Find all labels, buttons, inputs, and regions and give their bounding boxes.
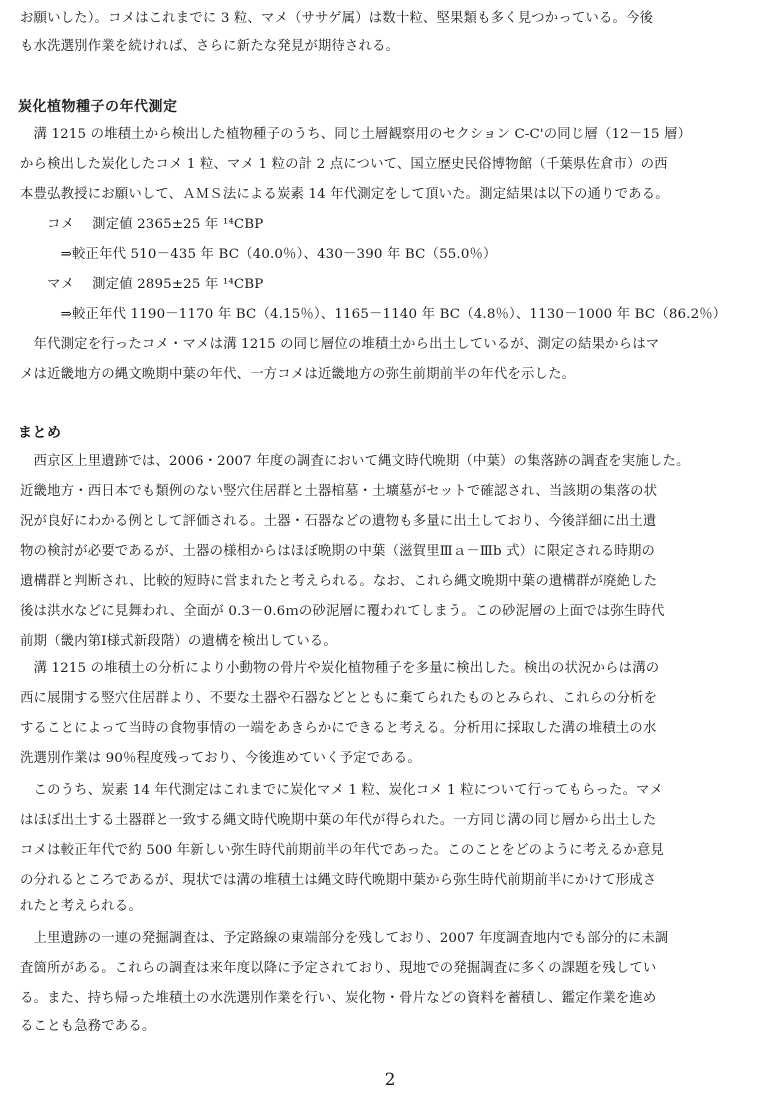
paragraph-line: コメは較正年代で約 500 年新しい弥生時代前期前半の年代であった。このことをどのように考えるか意見 xyxy=(20,843,665,858)
page-number: 2 xyxy=(384,1070,396,1090)
paragraph-line: することによって当時の食物事情の一端をあきらかにできると考える。分析用に採取した溝の堆積土の水 xyxy=(20,721,657,736)
paragraph-line: 西京区上里遺跡では、2006・2007 年度の調査において縄文時代晩期（中葉）の集落跡の調査を実施した。 xyxy=(20,454,690,469)
paragraph-line: 西に展開する竪穴住居群より、不要な土器や石器などとともに棄てられたものとみられ、これらの分析を xyxy=(20,691,658,706)
paragraph-line: 遺構群と判断され、比較的短時に営まれたと考えられる。なお、これら縄文晩期中葉の遺構群が廃絶した xyxy=(20,574,658,589)
paragraph-line: 前期（畿内第Ⅰ様式新段階）の遺構を検出している。 xyxy=(20,634,337,649)
section-heading-summary: まとめ xyxy=(18,425,62,441)
paragraph-line: の分れるところであるが、現状では溝の堆積土は縄文時代晩期中葉から弥生時代前期前半にかけて形成さ xyxy=(20,873,657,888)
paragraph-line: はほぼ出土する土器群と一致する縄文時代晩期中葉の年代が得られた。一方同じ溝の同じ層から出土した xyxy=(20,813,657,828)
result-line-rice: コメ 測定値 2365±25 年 ¹⁴CBP xyxy=(20,217,264,232)
paragraph-line: メは近畿地方の縄文晩期中葉の年代、一方コメは近畿地方の弥生前期前半の年代を示した。 xyxy=(20,367,576,382)
intro-line: お願いした）。コメはこれまでに 3 粒、マメ（ササゲ属）は数十粒、堅果類も多く見つかっている。今後 xyxy=(20,11,654,26)
section-heading-dating: 炭化植物種子の年代測定 xyxy=(18,99,178,115)
paragraph-line: ることも急務である。 xyxy=(20,1019,156,1034)
paragraph-line: このうち、炭素 14 年代測定はこれまでに炭化マメ 1 粒、炭化コメ 1 粒について行ってもらった。マメ xyxy=(20,783,664,798)
paragraph-line: 溝 1215 の堆積土から検出した植物種子のうち、同じ土層観察用のセクション C-C'の同じ層（12－15 層） xyxy=(20,127,692,142)
paragraph-line: 況が良好にわかる例として評価される。土器・石器などの遺物も多量に出土しており、今後詳細に出土遺 xyxy=(20,514,657,529)
paragraph-line: 近畿地方・西日本でも類例のない竪穴住居群と土器棺墓・土壙墓がセットで確認され、当該期の集落の状 xyxy=(20,484,658,499)
paragraph-line: れたと考えられる。 xyxy=(20,899,142,914)
paragraph-line: 年代測定を行ったコメ・マメは溝 1215 の同じ層位の堆積土から出土しているが、測定の結果からはマ xyxy=(20,337,660,352)
paragraph-line: 本豊弘教授にお願いして、ＡＭＳ法による炭素 14 年代測定をして頂いた。測定結果は以下の通りである。 xyxy=(20,187,669,202)
paragraph-line: る。また、持ち帰った堆積土の水洗選別作業を行い、炭化物・骨片などの資料を蓄積し、鑑定作業を進め xyxy=(20,991,657,1006)
paragraph-line: 物の検討が必要であるが、土器の様相からはほぼ晩期の中葉（滋賀里Ⅲａ－Ⅲb 式）に限定される時期の xyxy=(20,544,656,559)
result-line-rice-calibrated: ⇒較正年代 510－435 年 BC（40.0％）、430－390 年 BC（55.0％） xyxy=(20,247,497,262)
paragraph-line: 後は洪水などに見舞われ、全面が 0.3－0.6ｍの砂泥層に覆われてしまう。この砂泥層の上面では弥生時代 xyxy=(20,604,665,619)
result-line-bean: マメ 測定値 2895±25 年 ¹⁴CBP xyxy=(20,277,264,292)
paragraph-line: 上里遺跡の一連の発掘調査は、予定路線の東端部分を残しており、2007 年度調査地内でも部分的に未調 xyxy=(20,931,669,946)
result-line-bean-calibrated: ⇒較正年代 1190－1170 年 BC（4.15％）、1165－1140 年 BC（4.8％）、1130－1000 年 BC（86.2％） xyxy=(20,307,727,322)
paragraph-line: から検出した炭化したコメ 1 粒、マメ 1 粒の計 2 点について、国立歴史民俗博物館（千葉県佐倉市）の西 xyxy=(20,157,668,172)
paragraph-line: 査箇所がある。これらの調査は来年度以降に予定されており、現地での発掘調査に多くの課題を残してい xyxy=(20,961,657,976)
intro-line: も水洗選別作業を続ければ、さらに新たな発見が期待される。 xyxy=(20,39,400,54)
paragraph-line: 溝 1215 の堆積土の分析により小動物の骨片や炭化植物種子を多量に検出した。検出の状況からは溝の xyxy=(20,661,660,676)
paragraph-line: 洗選別作業は 90％程度残っており、今後進めていく予定である。 xyxy=(20,751,421,766)
